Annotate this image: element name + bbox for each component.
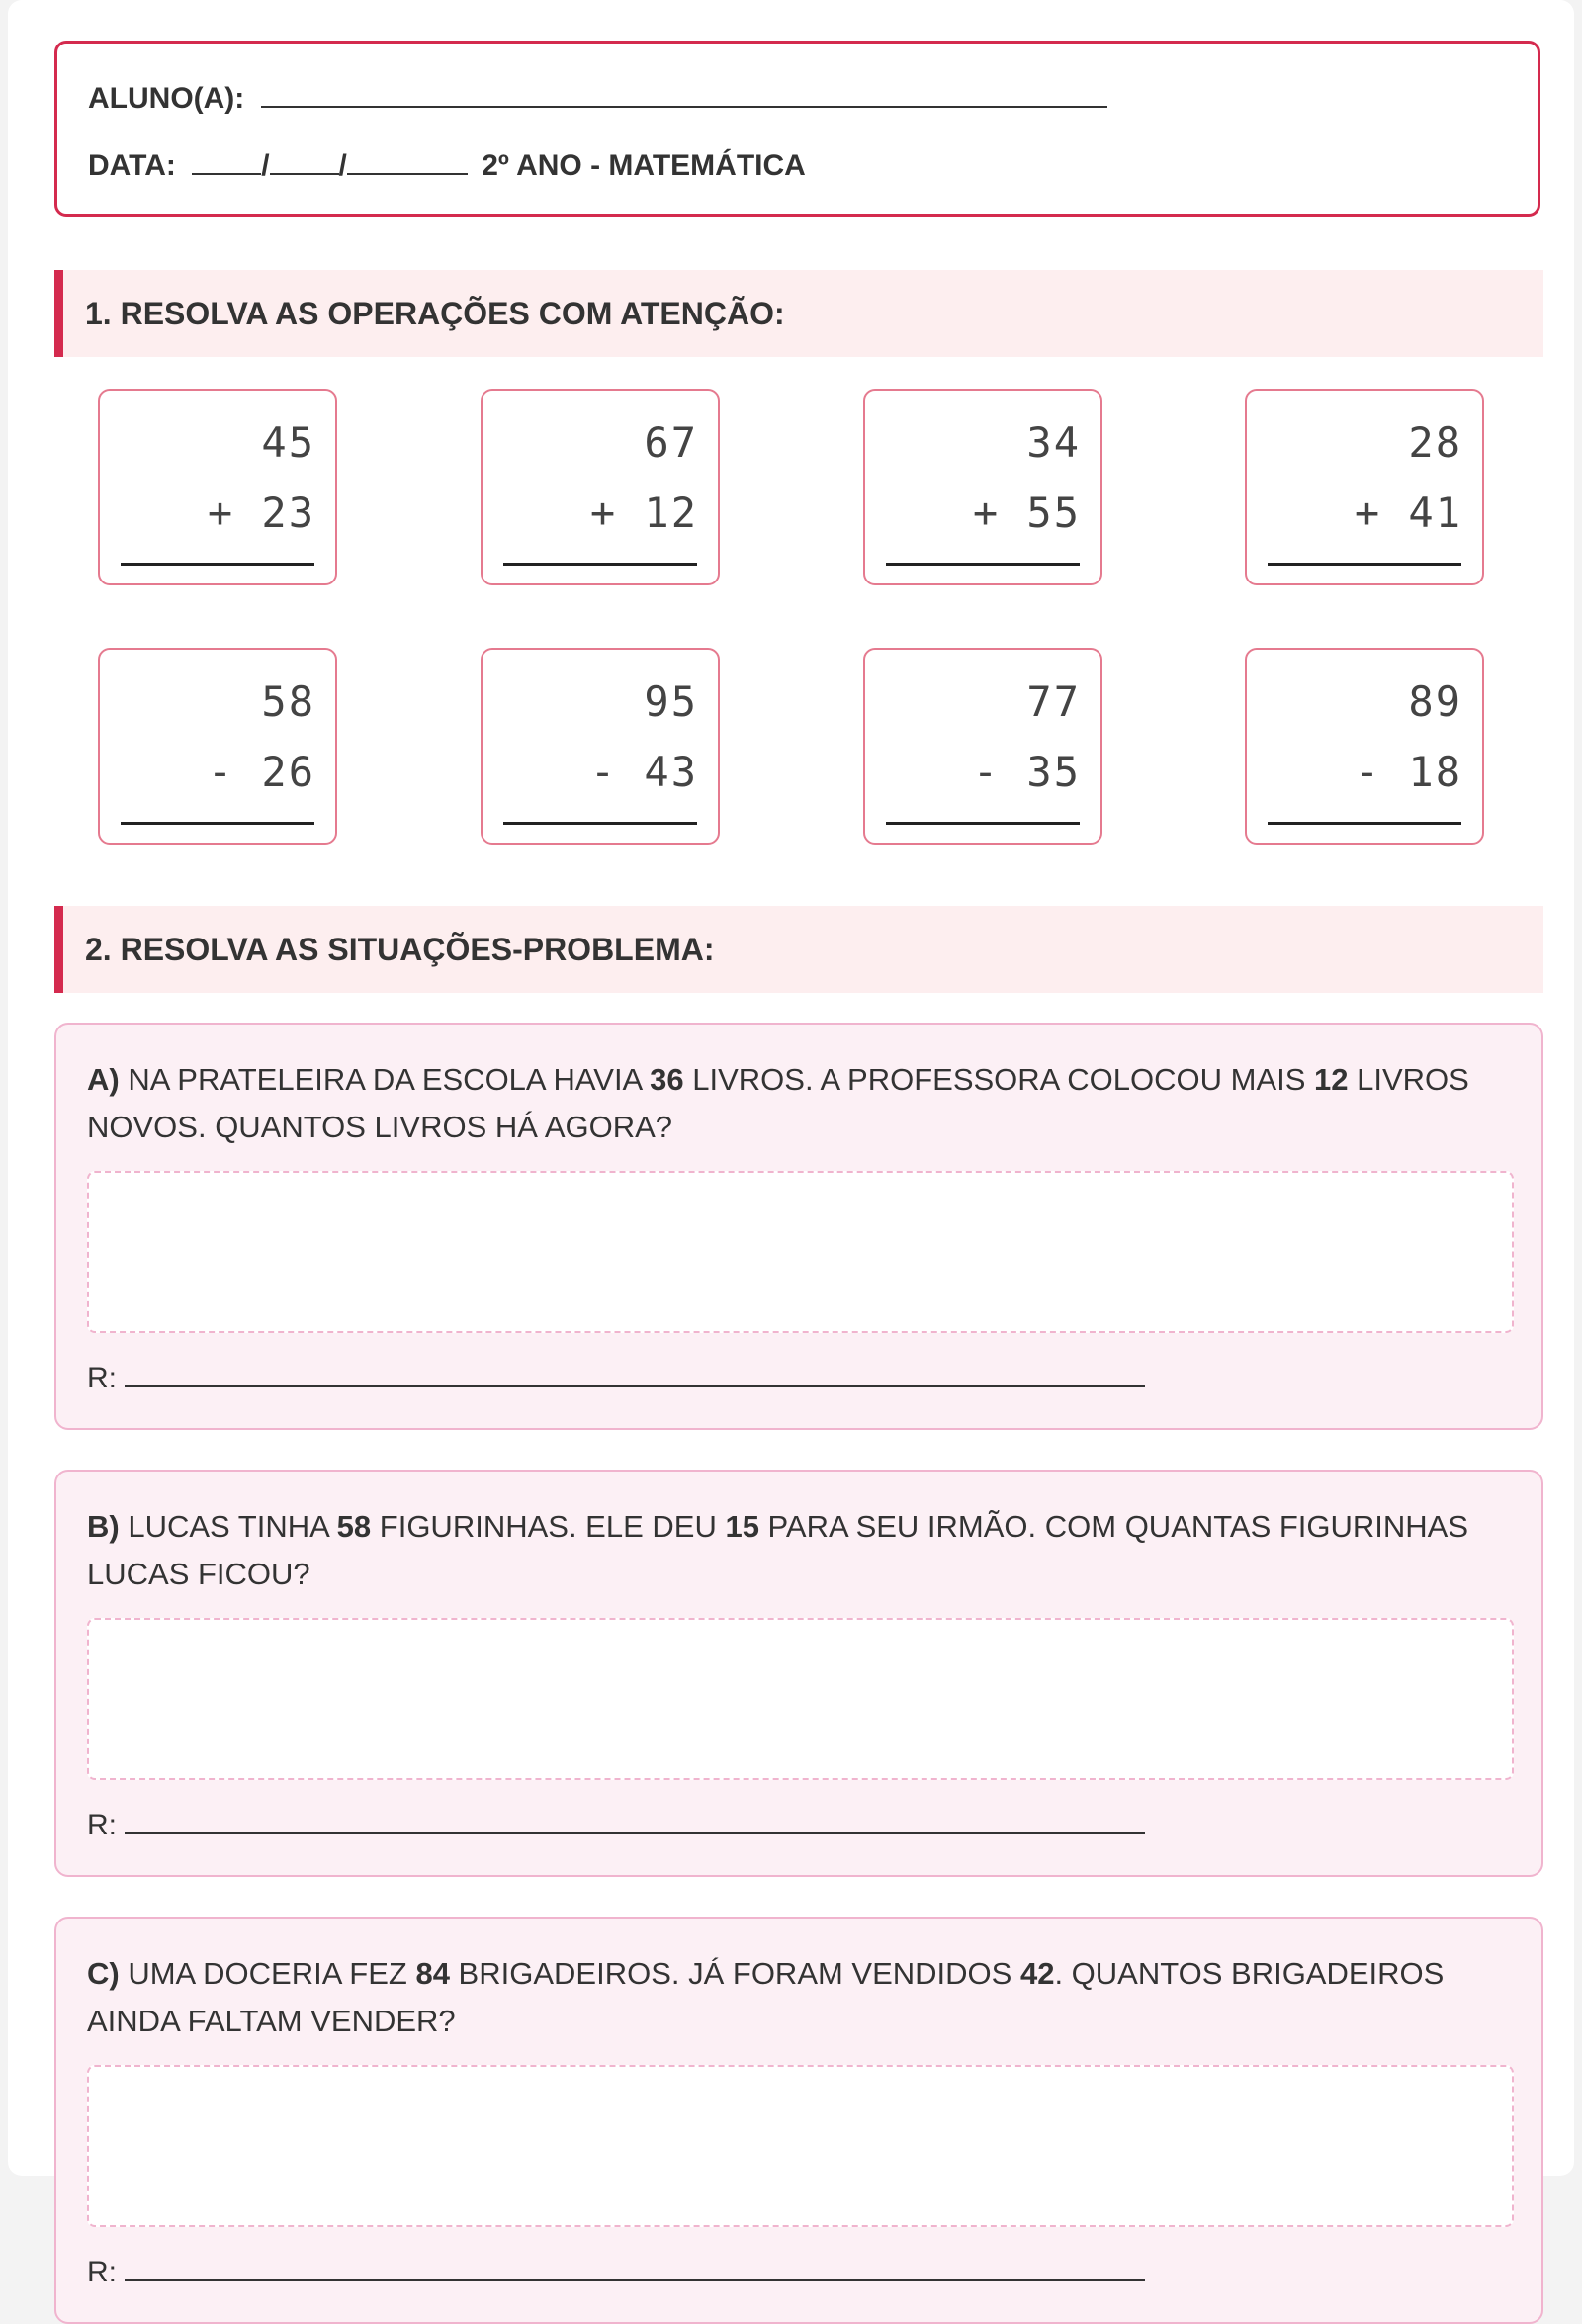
operation-card[interactable] — [98, 389, 337, 585]
answer-row — [87, 1805, 1145, 1842]
worksheet-page — [8, 0, 1574, 2288]
date-row — [88, 145, 806, 183]
problem-number: 58 — [336, 1509, 372, 1544]
grade-subject: 2º ANO - MATEMÁTICA — [482, 149, 806, 182]
operand-bottom: + 55 — [972, 489, 1081, 537]
result-line — [121, 822, 314, 825]
student-name-field[interactable] — [261, 78, 1107, 108]
section-2-header — [54, 906, 1543, 993]
date-month-field[interactable] — [270, 145, 339, 175]
problem-text-part: BRIGADEIROS. JÁ FORAM VENDIDOS — [449, 1956, 1020, 1991]
problem-number: 15 — [725, 1509, 759, 1544]
problem-text-part: LIVROS NOVOS. QUANTOS LIVROS HÁ AGORA? — [87, 1062, 1469, 1144]
operand-top: 89 — [1408, 677, 1462, 726]
operand-bottom: - 18 — [1354, 748, 1462, 796]
problem-number: 42 — [1019, 1956, 1055, 1991]
operation-card[interactable] — [481, 389, 720, 585]
answer-row — [87, 2252, 1145, 2289]
answer-label: R: — [87, 1362, 117, 1394]
problem-letter: B) — [87, 1509, 120, 1544]
result-line — [1268, 822, 1461, 825]
result-line — [1268, 563, 1461, 566]
answer-label: R: — [87, 2256, 117, 2288]
operand-top: 77 — [1026, 677, 1081, 726]
result-line — [886, 563, 1080, 566]
date-label: DATA: — [88, 149, 176, 182]
answer-line[interactable] — [125, 1358, 1145, 1387]
work-area[interactable] — [87, 2065, 1514, 2227]
result-line — [121, 563, 314, 566]
operation-card[interactable] — [98, 648, 337, 845]
student-name-row — [88, 78, 1107, 116]
problem-text — [87, 1056, 1521, 1151]
problem-card-b — [54, 1470, 1543, 1877]
problem-text-part: . QUANTOS BRIGADEIROS AINDA FALTAM VENDER? — [87, 1956, 1445, 2038]
student-header — [54, 41, 1540, 217]
problem-text-part: LUCAS TINHA — [128, 1509, 337, 1544]
problem-text — [87, 1503, 1521, 1598]
problem-text-part: LIVROS. A PROFESSORA COLOCOU MAIS — [683, 1062, 1315, 1097]
operand-bottom: - 43 — [589, 748, 698, 796]
operation-card[interactable] — [1245, 648, 1484, 845]
date-year-field[interactable] — [347, 145, 468, 175]
operand-top: 34 — [1026, 418, 1081, 467]
date-day-field[interactable] — [192, 145, 261, 175]
work-area[interactable] — [87, 1618, 1514, 1780]
operand-top: 95 — [644, 677, 698, 726]
operand-bottom: - 26 — [207, 748, 315, 796]
problem-text-part: NA PRATELEIRA DA ESCOLA HAVIA — [128, 1062, 651, 1097]
operand-top: 45 — [261, 418, 315, 467]
operand-bottom: + 23 — [207, 489, 315, 537]
operand-bottom: + 41 — [1354, 489, 1462, 537]
problem-card-a — [54, 1023, 1543, 1430]
result-line — [503, 822, 697, 825]
date-separator: / — [338, 149, 347, 182]
result-line — [503, 563, 697, 566]
problem-card-c — [54, 1917, 1543, 2324]
problem-text-part: PARA SEU IRMÃO. COM QUANTAS FIGURINHAS LUCAS FICOU? — [87, 1509, 1469, 1591]
answer-row — [87, 1358, 1145, 1395]
answer-line[interactable] — [125, 1805, 1145, 1834]
date-separator: / — [261, 149, 270, 182]
operation-card[interactable] — [1245, 389, 1484, 585]
answer-line[interactable] — [125, 2252, 1145, 2281]
result-line — [886, 822, 1080, 825]
operand-top: 67 — [644, 418, 698, 467]
operand-bottom: - 35 — [972, 748, 1081, 796]
work-area[interactable] — [87, 1171, 1514, 1333]
operand-top: 28 — [1408, 418, 1462, 467]
problem-text — [87, 1950, 1521, 2045]
section-1-title: 1. RESOLVA AS OPERAÇÕES COM ATENÇÃO: — [85, 296, 785, 331]
student-label: ALUNO(A): — [88, 82, 245, 115]
section-1-header — [54, 270, 1543, 357]
problem-letter: A) — [87, 1062, 120, 1097]
problem-number: 84 — [415, 1956, 450, 1991]
operand-bottom: + 12 — [589, 489, 698, 537]
answer-label: R: — [87, 1809, 117, 1841]
operation-card[interactable] — [863, 389, 1102, 585]
problem-letter: C) — [87, 1956, 120, 1991]
section-2-title: 2. RESOLVA AS SITUAÇÕES-PROBLEMA: — [85, 932, 715, 967]
operation-card[interactable] — [863, 648, 1102, 845]
problem-number: 12 — [1314, 1062, 1349, 1097]
problem-text-part: UMA DOCERIA FEZ — [128, 1956, 416, 1991]
problem-number: 36 — [650, 1062, 684, 1097]
operation-card[interactable] — [481, 648, 720, 845]
operand-top: 58 — [261, 677, 315, 726]
problem-text-part: FIGURINHAS. ELE DEU — [371, 1509, 726, 1544]
